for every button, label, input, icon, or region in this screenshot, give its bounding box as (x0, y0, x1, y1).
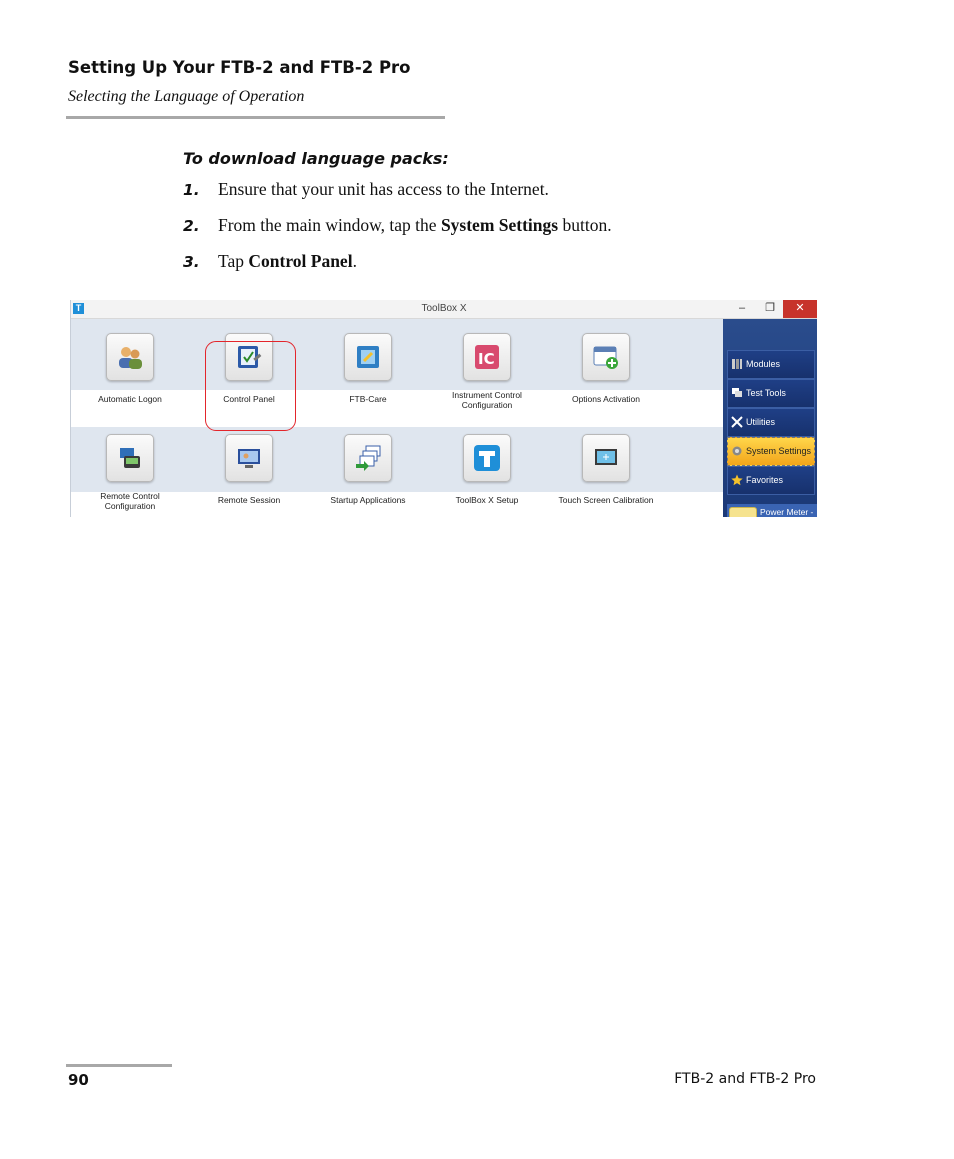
step-text-end: button. (558, 215, 612, 235)
tile-ftb-care[interactable] (309, 319, 427, 419)
sidebar-item-label: Favorites (746, 475, 784, 485)
tile-label: Touch Screen Calibration (558, 495, 654, 505)
step-1 (183, 179, 549, 200)
step-bold-text: System Settings (440, 215, 559, 235)
tile-label: Options Activation (571, 394, 641, 404)
tile-label: Startup Applications (330, 495, 406, 505)
tile-startup-applications[interactable] (309, 420, 427, 517)
gear-icon (731, 445, 743, 457)
utilities-icon (731, 416, 743, 428)
tile-touch-calibration[interactable] (547, 420, 665, 517)
tile-label: Remote Control Configuration (100, 491, 160, 511)
tile-label: Instrument Control Configuration (452, 390, 522, 410)
tile-remote-session[interactable] (190, 420, 308, 517)
footer-product-name: FTB-2 and FTB-2 Pro (674, 1071, 816, 1087)
tile-automatic-logon[interactable] (71, 319, 189, 419)
tile-instrument-control[interactable] (428, 319, 546, 419)
tile-label: FTB-Care (349, 394, 387, 404)
page-header-title: Setting Up Your FTB-2 and FTB-2 Pro (68, 58, 411, 77)
sidebar-item-favorites[interactable] (727, 466, 815, 495)
step-text: Ensure that your unit has access to the Internet. (218, 179, 549, 199)
running-app-label: Power Meter - (760, 507, 814, 517)
tile-label: ToolBox X Setup (455, 495, 519, 505)
footer-page-number: 90 (68, 1071, 89, 1089)
step-bold-text: Control Panel (248, 251, 353, 271)
toolbox-window-screenshot (70, 300, 817, 517)
step-2 (183, 215, 612, 236)
window-title: ToolBox X (421, 303, 467, 314)
close-button[interactable]: ✕ (783, 300, 817, 318)
sidebar-item-system-settings[interactable] (727, 437, 815, 466)
control-panel-highlight (205, 341, 296, 431)
sidebar (723, 319, 817, 517)
tile-toolbox-setup[interactable] (428, 420, 546, 517)
running-app-power-meter[interactable] (727, 504, 817, 517)
svg-text:IC: IC (478, 350, 495, 368)
sidebar-item-utilities[interactable] (727, 408, 815, 437)
step-text-end: . (352, 251, 357, 271)
maximize-button[interactable]: ❐ (765, 302, 775, 314)
tile-label: Automatic Logon (98, 394, 162, 404)
header-rule (66, 116, 445, 119)
step-3 (183, 251, 357, 272)
footer-rule (66, 1064, 172, 1067)
toolbox-setup-icon (463, 434, 511, 482)
startup-applications-icon (344, 434, 392, 482)
users-icon (106, 333, 154, 381)
step-text: From the main window, tap the (218, 215, 441, 235)
window-titlebar (71, 300, 817, 319)
page-header-subtitle: Selecting the Language of Operation (68, 88, 305, 105)
instrument-control-icon (463, 333, 511, 381)
tile-options-activation[interactable] (547, 319, 665, 419)
modules-icon (731, 358, 743, 370)
sidebar-item-label: Modules (746, 359, 781, 369)
toolbox-logo-icon: T (73, 303, 84, 314)
tile-label: Control Panel (223, 394, 275, 404)
power-meter-icon (729, 507, 757, 517)
settings-grid (71, 319, 723, 517)
ftb-care-icon (344, 333, 392, 381)
step-number: 1. (183, 181, 200, 199)
sidebar-item-test-tools[interactable] (727, 379, 815, 408)
tile-remote-control[interactable] (71, 420, 189, 517)
step-number: 3. (183, 253, 200, 271)
options-activation-icon (582, 333, 630, 381)
minimize-button[interactable]: – (738, 302, 746, 314)
star-icon (731, 474, 743, 486)
test-tools-icon (731, 387, 743, 399)
step-text: Tap (218, 251, 249, 271)
sidebar-item-modules[interactable] (727, 350, 815, 379)
touch-calibration-icon (582, 434, 630, 482)
tile-label: Remote Session (217, 495, 281, 505)
sidebar-item-label: Utilities (746, 417, 776, 427)
step-number: 2. (183, 217, 200, 235)
procedure-title: To download language packs: (183, 149, 449, 168)
sidebar-item-label: Test Tools (746, 388, 786, 398)
sidebar-item-label: System Settings (746, 446, 812, 456)
remote-control-icon (106, 434, 154, 482)
remote-session-icon (225, 434, 273, 482)
